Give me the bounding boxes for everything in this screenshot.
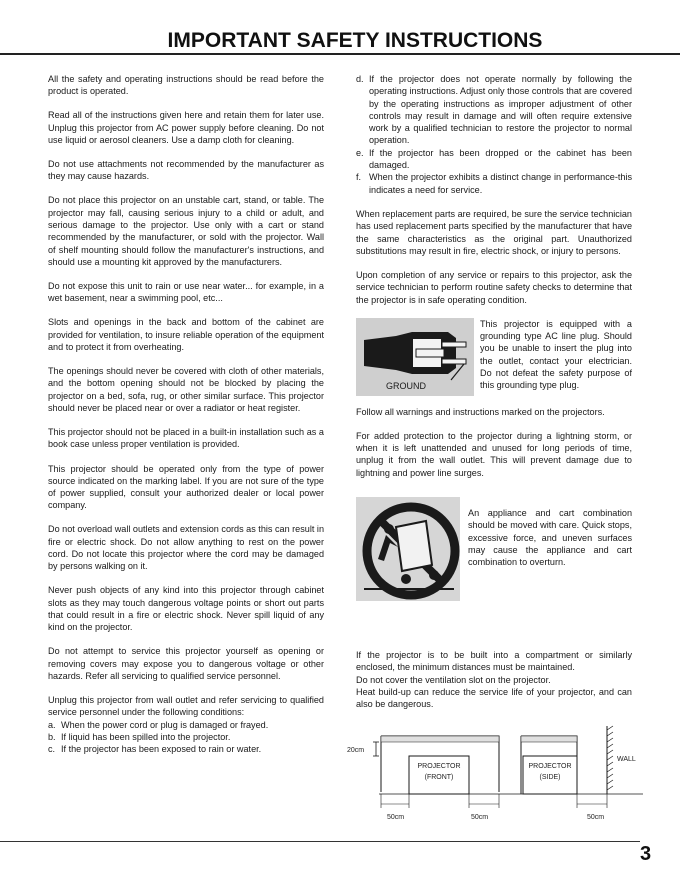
paragraph: The openings should never be covered with cloth of other materials, and the bottom opening should not be blocked by placing the projector on a bed, sofa, rug, or other similar surface. This projector should never be placed near or over a radiator or heat register. — [48, 366, 324, 414]
list-marker: d. — [356, 74, 364, 84]
paragraph: Do not overload wall outlets and extension cords as this can result in fire or electric shock. Do not allow anything to rest on the power cord. Do not locate this projector where the cord may be damaged by persons walking on it. — [48, 524, 324, 572]
paragraph: Upon completion of any service or repairs to this projector, ask the service technician to perform routine safety checks to determine that the projector is in safe operating condition. — [356, 269, 632, 305]
conditions-list-left — [48, 719, 324, 756]
projector-side-label: PROJECTOR — [528, 763, 572, 770]
paragraph-line: If the projector is to be built into a compartment or similarly enclosed, the minimum distances must be maintained. — [356, 649, 632, 673]
projector-side-sublabel: (SIDE) — [539, 774, 561, 781]
prong-icon — [442, 359, 466, 364]
left-column — [48, 73, 324, 756]
list-marker: c. — [48, 744, 56, 755]
footer-rule — [0, 841, 640, 842]
tipping-cart-icon — [396, 521, 432, 571]
side-enclosure-top — [521, 736, 577, 742]
enclosure-instructions — [356, 649, 632, 710]
gap-right-label: 50cm — [471, 814, 489, 821]
wall-label: WALL — [617, 756, 636, 763]
paragraph: Do not attempt to service this projector yourself as opening or removing covers may expose you to dangerous voltage or other hazards. Refer all servicing to qualified service personnel. — [48, 646, 324, 682]
paragraph: Slots and openings in the back and bottom of the cabinet are provided for ventilation, to insure reliable operation of the equipment and to protect it from overheating. — [48, 317, 324, 353]
paragraph: Do not use attachments not recommended by the manufacturer as they may cause hazards. — [48, 159, 324, 182]
paragraph: Read all of the instructions given here and retain them for later use. Unplug this projector from AC power supply before cleaning. Do not use liquid or aerosol cleaners. Use a damp cloth for cleaning. — [48, 110, 324, 145]
grounding-section — [356, 318, 632, 396]
wheel-icon — [401, 574, 411, 584]
cart-warning-section — [356, 497, 632, 601]
projector-front-sublabel: (FRONT) — [424, 774, 454, 781]
paragraph: All the safety and operating instructions should be read before the product is operated. — [48, 74, 324, 97]
page-number: 3 — [640, 843, 652, 865]
ground-label: GROUND — [386, 380, 426, 391]
paragraph: Never push objects of any kind into this projector through cabinet slots as they may touch dangerous voltage points or short out parts that could result in a fire or electric shock. Never spill liquid of any kind on the projector. — [48, 585, 324, 633]
paragraph-line: Do not cover the ventilation slot on the projector. — [356, 674, 551, 685]
list-item — [356, 171, 632, 196]
top-gap-label: 20cm — [347, 747, 365, 754]
cart-warning-text: An appliance and cart combination should be moved with care. Quick stops, excessive force, and uneven surfaces may cause the appliance and cart combination to overturn. — [468, 507, 632, 568]
list-text: If the projector does not operate normally by following the operating instructions. Adjust only those controls that are covered by the operating instructions as improper adjustment of other controls may result in damage and will often require extensive work by a qualified technician to restore the projector to normal operation. — [369, 74, 632, 146]
list-text: If the projector has been exposed to rain or water. — [61, 744, 262, 755]
gap-side-label: 50cm — [587, 814, 605, 821]
list-text: If the projector has been dropped or the cabinet has been damaged. — [369, 147, 632, 171]
conditions-list-right — [356, 73, 632, 196]
cart-warning-illustration — [356, 497, 460, 601]
list-item — [356, 147, 632, 172]
front-enclosure-top — [381, 736, 499, 742]
paragraph: When replacement parts are required, be sure the service technician has used replacement parts specified by the manufacturer that have the same characteristics as the original part. Unauthorized substitutions may result in fire, electric shock, or injury to persons. — [356, 208, 632, 256]
clearance-diagram — [343, 722, 643, 824]
list-item — [48, 743, 324, 755]
list-text: If liquid has been spilled into the projector. — [61, 732, 231, 743]
list-text: When the power cord or plug is damaged or frayed. — [61, 719, 269, 730]
paragraph: This projector should be operated only from the type of power source indicated on the marking label. If you are not sure of the type of power supplied, consult your authorized dealer or local power company. — [48, 463, 324, 511]
unplug-intro: Unplug this projector from wall outlet and refer servicing to qualified service personnel under the following conditions: — [48, 695, 324, 718]
gap-left-label: 50cm — [387, 814, 405, 821]
list-item — [48, 719, 324, 731]
paragraph: For added protection to the projector during a lightning storm, or when it is left unattended and unused for long periods of time, unplug it from the wall outlet. This will prevent damage due to lightning and power line surges. — [356, 430, 632, 478]
title-rule — [0, 53, 680, 55]
prong-icon — [442, 342, 466, 347]
paragraph-line: Heat build-up can reduce the service life of your projector, and can also be dangerous. — [356, 686, 632, 710]
list-marker: e. — [356, 147, 364, 158]
grounding-text: This projector is equipped with a grounding type AC line plug. Should you be unable to insert the plug into the outlet, contact your electrician. Do not defeat the safety purpose of this grounding type plug. — [480, 318, 632, 391]
person-head-icon — [384, 524, 394, 534]
list-marker: b. — [48, 732, 56, 743]
paragraph: Do not place this projector on an unstable cart, stand, or table. The projector may fall, causing serious injury to a child or adult, and serious damage to the projector. Use only with a cart or stand recommended by the manufacturer, or sold with the projector. Wall of shelf mounting should follow the manufacturer's instructions, and should use a mounting kit approved by the manufacturers. — [48, 195, 324, 267]
list-marker: f. — [356, 172, 362, 183]
ground-pin-icon — [416, 349, 444, 357]
list-item — [356, 73, 632, 147]
list-marker: a. — [48, 719, 56, 730]
projector-front-label: PROJECTOR — [417, 763, 461, 770]
wall-hatching-icon — [607, 726, 613, 790]
list-item — [48, 731, 324, 743]
right-column — [356, 73, 632, 710]
grounding-plug-illustration — [356, 318, 474, 396]
list-text: When the projector exhibits a distinct change in performance-this indicates a need for service. — [369, 172, 632, 195]
paragraph: This projector should not be placed in a built-in installation such as a book case unless proper ventilation is provided. — [48, 427, 324, 450]
paragraph: Follow all warnings and instructions marked on the projectors. — [356, 406, 605, 417]
paragraph: Do not expose this unit to rain or use near water... for example, in a wet basement, near a swimming pool, etc... — [48, 281, 324, 304]
page-title: IMPORTANT SAFETY INSTRUCTIONS — [167, 29, 543, 52]
wheel-icon — [429, 570, 439, 580]
